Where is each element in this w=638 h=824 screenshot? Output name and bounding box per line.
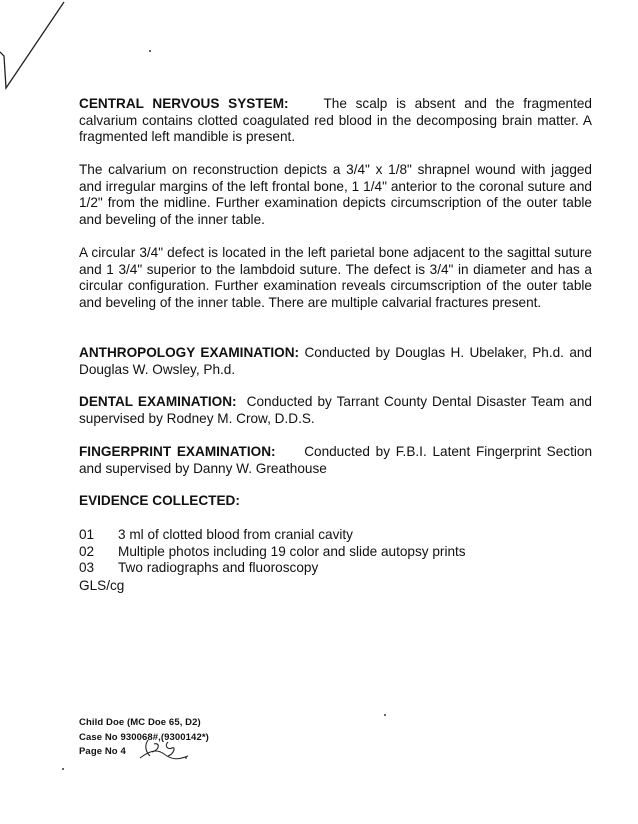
handwritten-page-mark	[138, 738, 190, 762]
evidence-item	[79, 544, 466, 561]
footer-case-number: Case No 930068#,(9300142*)	[79, 731, 209, 743]
calvarium-paragraph	[79, 162, 592, 228]
typist-initials: GLS/cg	[79, 578, 125, 593]
fingerprint-heading: FINGERPRINT EXAMINATION:	[79, 444, 276, 459]
evidence-item	[79, 560, 466, 577]
scan-corner-mark	[0, 0, 80, 100]
evidence-item-text: Multiple photos including 19 color and slide autopsy prints	[118, 543, 466, 559]
evidence-item-text: Two radiographs and fluoroscopy	[118, 560, 319, 576]
dental-paragraph	[79, 394, 592, 427]
evidence-item-number: 01	[79, 527, 95, 542]
cns-heading: CENTRAL NERVOUS SYSTEM:	[79, 96, 289, 111]
fingerprint-paragraph	[79, 444, 592, 477]
defect-text: A circular 3/4" defect is located in the left parietal bone adjacent to the sagittal suture and 1 3/4" superior to the lambdoid suture. The defect is 3/4" in diameter and has a circular configuration. Further examination reveals circumscription of the outer table and beveling of the inner table. There are multiple calvarial fractures present.	[79, 245, 592, 310]
scan-speck	[384, 714, 386, 716]
evidence-item	[79, 527, 466, 544]
evidence-item-number: 02	[79, 543, 95, 559]
anthropology-heading: ANTHROPOLOGY EXAMINATION:	[79, 345, 300, 360]
cns-text: The scalp is absent and the fragmented calvarium contains clotted coagulated red blood in the decomposing brain matter. A fragmented left mandible is present.	[79, 96, 592, 145]
defect-paragraph	[79, 245, 592, 311]
evidence-item-number: 03	[79, 560, 95, 576]
dental-text: Conducted by Tarrant County Dental Disaster Team and supervised by Rodney M. Crow, D.D.S.	[79, 394, 592, 426]
evidence-heading-block	[79, 493, 592, 510]
dental-heading: DENTAL EXAMINATION:	[79, 394, 237, 409]
cns-paragraph	[79, 96, 592, 146]
anthropology-paragraph	[79, 345, 592, 378]
anthropology-text: Conducted by Douglas H. Ubelaker, Ph.d. and Douglas W. Owsley, Ph.d.	[79, 345, 592, 377]
evidence-list	[79, 527, 466, 577]
footer-case-name: Child Doe (MC Doe 65, D2)	[79, 717, 201, 728]
evidence-heading: EVIDENCE COLLECTED:	[79, 493, 240, 508]
evidence-item-text: 3 ml of clotted blood from cranial cavity	[118, 527, 353, 542]
fingerprint-text: Conducted by F.B.I. Latent Fingerprint Section and supervised by Danny W. Greathouse	[79, 444, 593, 476]
scan-speck	[62, 768, 64, 770]
footer-page-number: Page No 4	[79, 746, 126, 757]
calvarium-text: The calvarium on reconstruction depicts a 3/4" x 1/8" shrapnel wound with jagged and irregular margins of the left frontal bone, 1 1/4" anterior to the coronal suture and 1/2" from the midline. Further examination depicts circumscription of the outer table and beveling of the inner table.	[79, 162, 592, 227]
scan-speck	[149, 50, 151, 52]
